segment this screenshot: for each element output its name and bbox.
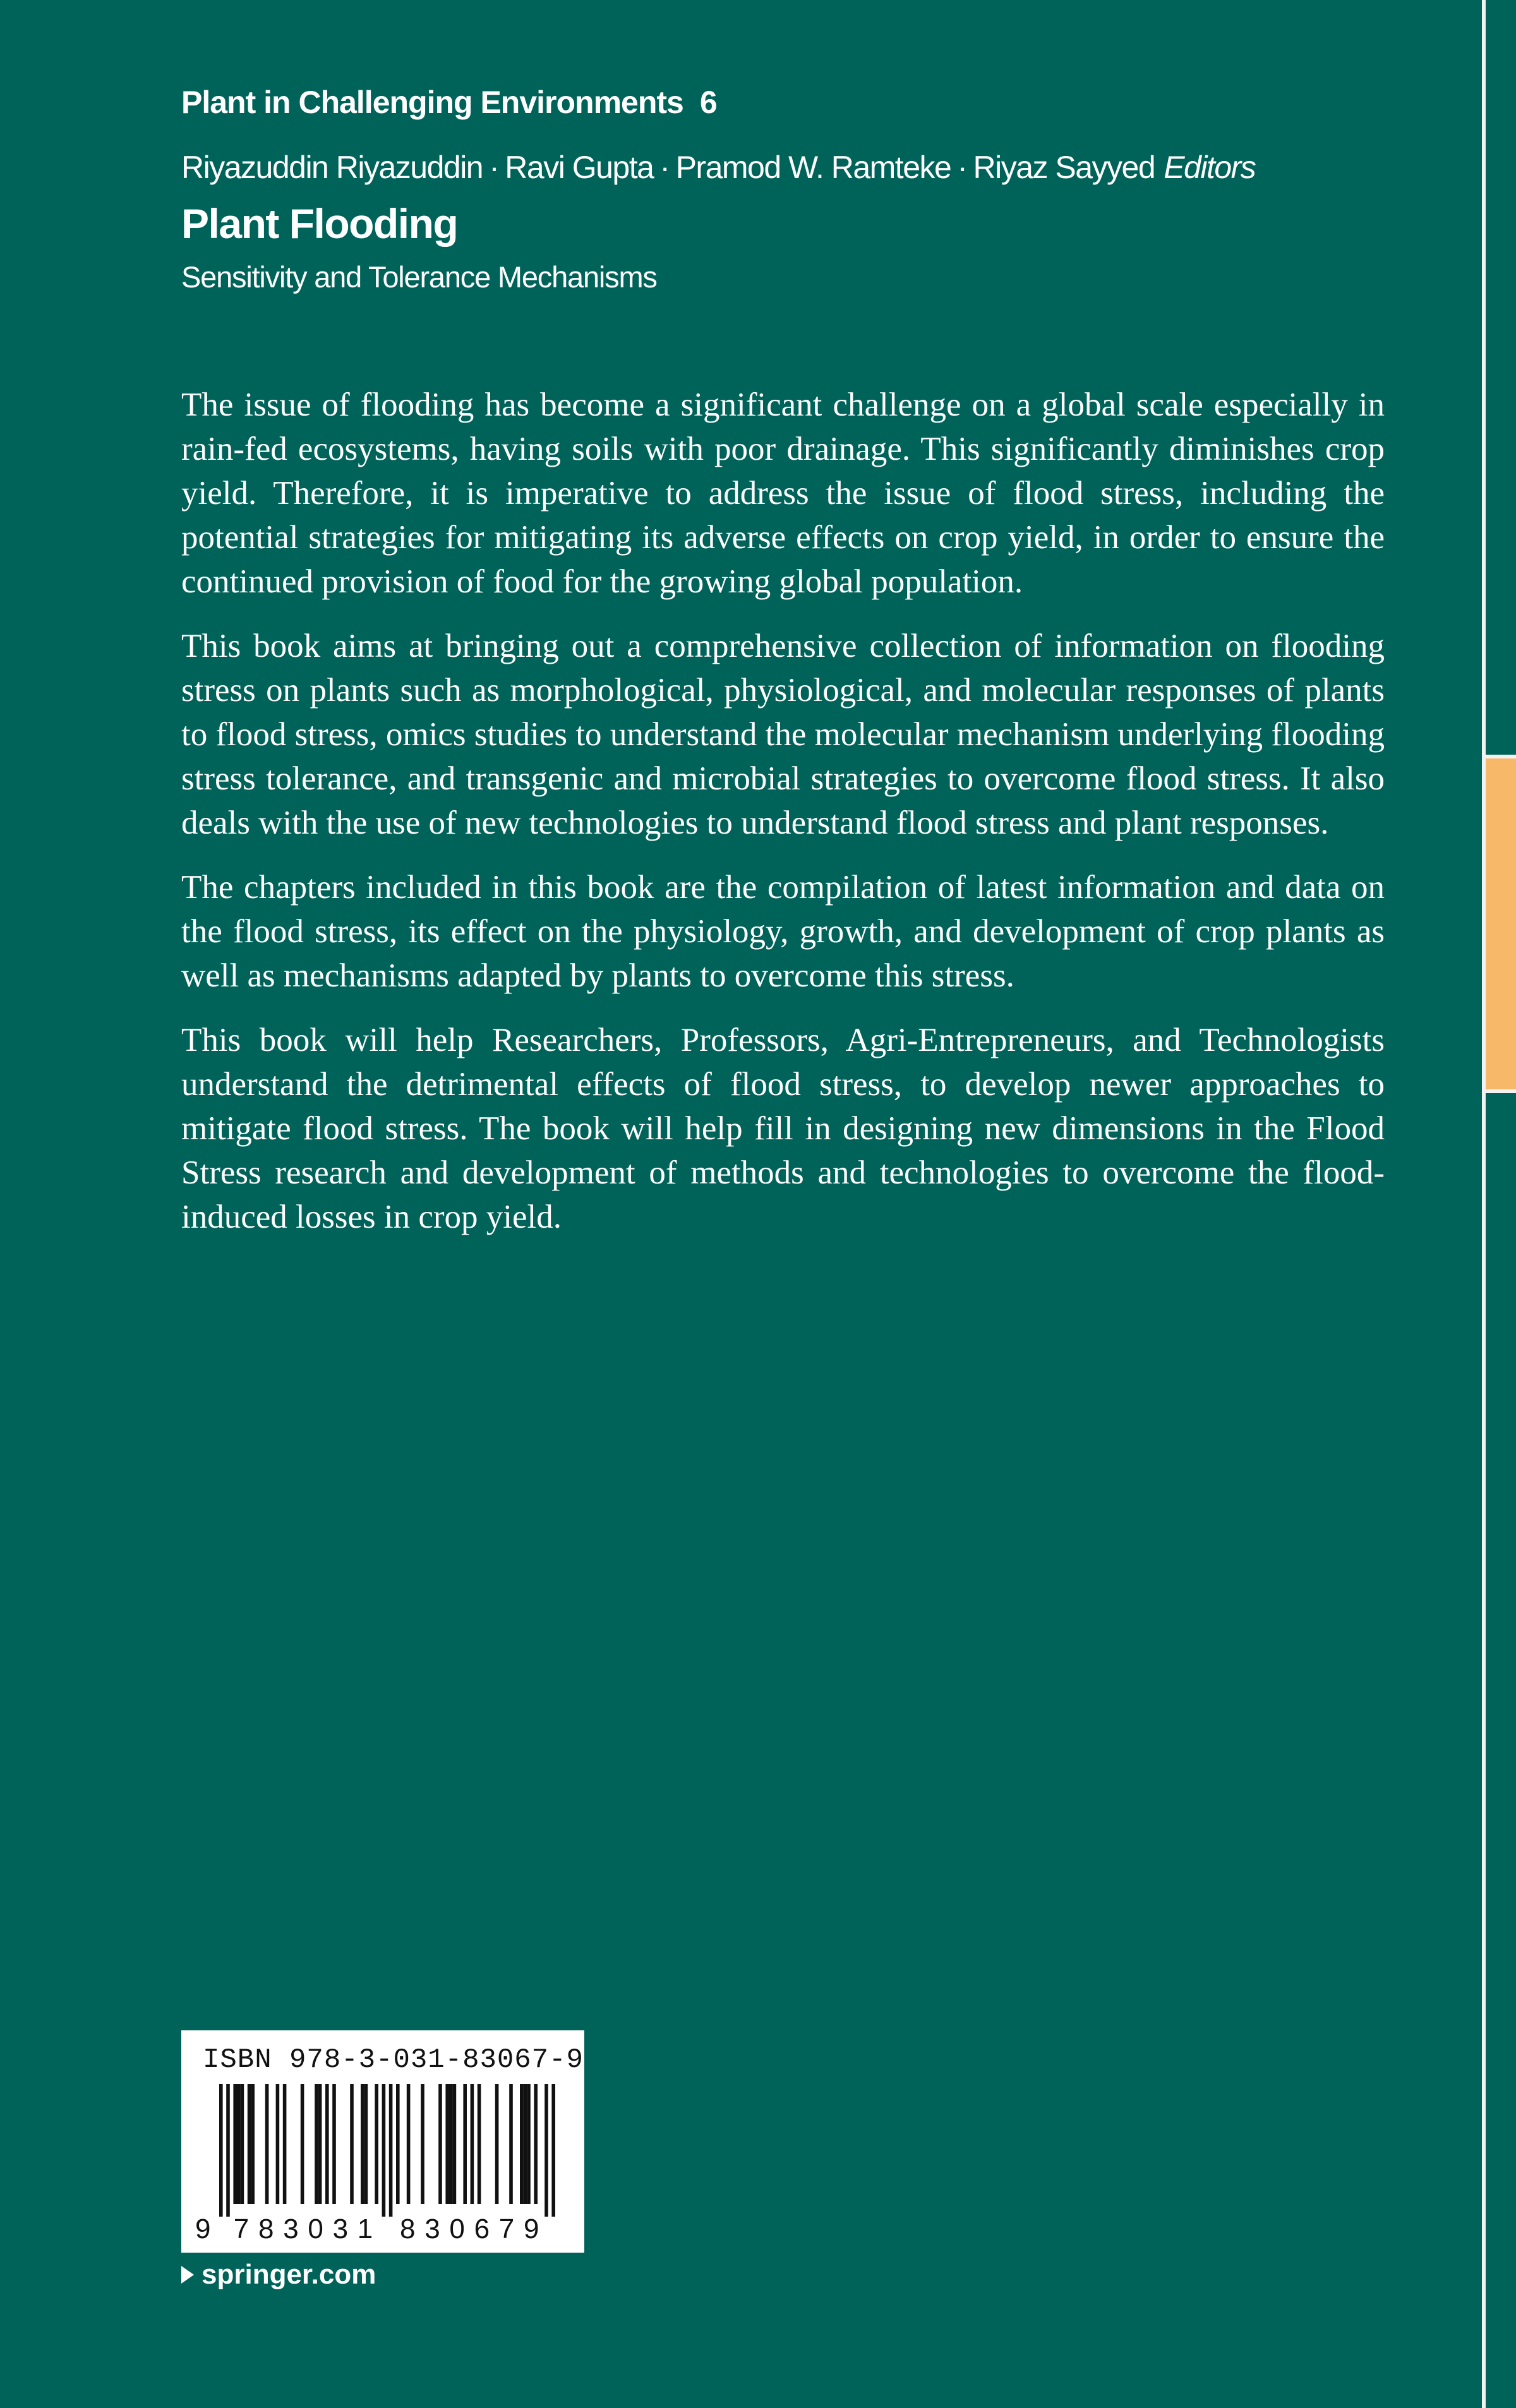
barcode-bar [509,2084,513,2204]
barcode-bar [251,2084,255,2204]
editor-name: Pramod W. Ramteke [675,150,951,185]
series-name: Plant in Challenging Environments [181,85,683,120]
ean-digit: 9 [524,2213,539,2244]
barcode-bar [237,2084,241,2204]
barcode-bar [463,2084,467,2204]
barcode-bar [520,2084,524,2204]
blurb-paragraph: This book aims at bringing out a comprehensive collection of information on flooding stress on plants such as morphological, physiological, and molecular responses of plants to flood stress, omics studies to understand the molecular mechanism underlying flooding stress tolerance, and transgenic and microbial strategies to overcome flood stress. It also deals with the use of new technologies to understand flood stress and plant responses. [181,628,1385,841]
ean-digit: 6 [474,2213,490,2244]
barcode-bar [382,2084,386,2217]
spine-accent-band [1486,758,1516,1089]
ean-digit: 3 [424,2213,440,2244]
barcode-bar [219,2084,223,2217]
barcode-bar [421,2084,424,2204]
barcode-bar [527,2084,531,2204]
barcode-bar [241,2084,244,2204]
barcode-bar [301,2084,304,2204]
barcode-bar [407,2084,411,2204]
editors-line [181,149,1255,186]
barcode-bar [375,2084,378,2204]
ean-digit: 8 [400,2213,416,2244]
ean-digit: 3 [332,2213,349,2244]
editor-name: Riyaz Sayyed [973,150,1155,185]
publisher-url: springer.com [202,2259,376,2290]
barcode-bars [194,2084,573,2217]
barcode-bar [315,2084,318,2204]
isbn-barcode [181,2030,584,2253]
book-title: Plant Flooding [181,200,458,247]
barcode-bar [332,2084,336,2204]
barcode-bar [325,2084,329,2204]
blurb-paragraph: The issue of flooding has become a significant challenge on a global scale especially in rain-fed ecosystems, having soils with poor drainage. This significantly diminishes crop yield. Therefore, it is imperative to address the issue of flood stress, including the potential strategies for mitigating its adverse effects on crop yield, in order to ensure the continued provision of food for the growing global population. [181,386,1385,600]
series-line [181,84,717,121]
barcode-bar [265,2084,269,2204]
isbn-label: ISBN 978-3-031-83067-9 [203,2044,584,2076]
blurb-paragraph: The chapters included in this book are the compilation of latest information and data on the flood stress, its effect on the physiology, growth, and development of crop plants as well as mechanisms adapted by plants to overcome this stress. [181,869,1385,994]
ean-digit: 7 [498,2213,515,2244]
barcode-bar [248,2084,251,2204]
ean-digit: 1 [357,2213,373,2244]
book-subtitle: Sensitivity and Tolerance Mechanisms [181,260,657,294]
ean-digit: 7 [233,2213,250,2244]
barcode-bar [276,2084,280,2204]
barcode-bar [233,2084,237,2204]
blurb [181,383,1385,1259]
barcode-bar [524,2084,527,2204]
publisher-link[interactable] [181,2259,376,2291]
barcode-bar [453,2084,457,2204]
barcode-bar [389,2084,393,2217]
ean-digit: 3 [283,2213,299,2244]
barcode-bar [318,2084,322,2204]
barcode-bar [495,2084,499,2204]
editor-separator: · [489,150,499,185]
ean-digits [194,2213,573,2245]
barcode-bar [361,2084,364,2204]
series-volume: 6 [699,85,717,120]
barcode-bar [544,2084,548,2217]
barcode-bar [471,2084,474,2204]
play-arrow-icon [181,2266,194,2284]
barcode-bar [534,2084,538,2204]
blurb-paragraph: This book will help Researchers, Professors, Agri-Entrepreneurs, and Technologists understand the detrimental effects of flood stress, to develop newer approaches to mitigate flood stress. The book will help fill in designing new dimensions in the Flood Stress research and development of methods and technologies to overcome the flood-induced losses in crop yield. [181,1022,1385,1235]
barcode-bar [551,2084,555,2217]
ean-digit: 8 [258,2213,274,2244]
barcode-bar [449,2084,453,2204]
editors-role: Editors [1164,150,1256,185]
spine-accent-bottom-line [1486,1089,1516,1093]
barcode-bar [283,2084,287,2204]
ean-digit: 0 [449,2213,465,2244]
barcode-bar [226,2084,230,2217]
editor-separator: · [659,150,670,185]
ean-digit: 9 [195,2213,211,2244]
barcode-bar [445,2084,449,2204]
barcode-bar [396,2084,400,2204]
barcode-bar [478,2084,481,2204]
barcode-bar [438,2084,442,2204]
editor-separator: · [957,150,967,185]
ean-digit: 0 [308,2213,323,2244]
barcode-bar [364,2084,368,2204]
barcode-bar [350,2084,354,2204]
editor-name: Ravi Gupta [505,150,654,185]
editor-name: Riyazuddin Riyazuddin [181,150,483,185]
spine-edge [1482,0,1516,2408]
